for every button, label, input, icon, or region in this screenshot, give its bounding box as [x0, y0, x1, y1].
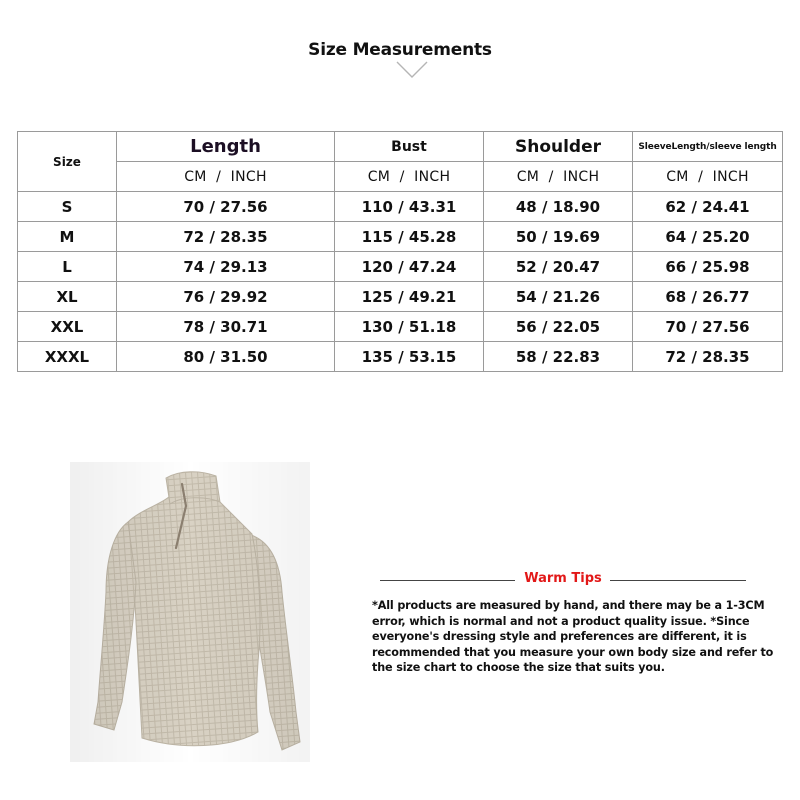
unit-label: CM / INCH: [484, 162, 633, 192]
header-bust: Bust: [335, 132, 484, 162]
table-row: [18, 342, 783, 372]
sleeve-cell: 64 / 25.20: [633, 222, 783, 252]
size-chart-table: [17, 131, 783, 372]
table-row: [18, 222, 783, 252]
bust-cell: 135 / 53.15: [335, 342, 484, 372]
shoulder-cell: 56 / 22.05: [484, 312, 633, 342]
table-row: [18, 282, 783, 312]
bust-cell: 125 / 49.21: [335, 282, 484, 312]
header-shoulder: Shoulder: [484, 132, 633, 162]
shoulder-cell: 48 / 18.90: [484, 192, 633, 222]
bust-cell: 130 / 51.18: [335, 312, 484, 342]
sleeve-cell: 66 / 25.98: [633, 252, 783, 282]
bust-cell: 120 / 47.24: [335, 252, 484, 282]
warm-tips-text: *All products are measured by hand, and there may be a 1-3CM error, which is normal and not a product quality issue. *Since everyone's dressing style and preferences are different, it is recommended that you measure your own body size and refer to the size chart to choose the size that suits you.: [372, 599, 774, 675]
bust-cell: 110 / 43.31: [335, 192, 484, 222]
unit-label: CM / INCH: [117, 162, 335, 192]
sleeve-cell: 70 / 27.56: [633, 312, 783, 342]
sleeve-cell: 72 / 28.35: [633, 342, 783, 372]
size-cell: XL: [18, 282, 117, 312]
chevron-down-icon: [395, 60, 429, 80]
table-row: [18, 252, 783, 282]
header-size: Size: [18, 132, 117, 192]
table-header-row: [18, 132, 783, 162]
length-cell: 72 / 28.35: [117, 222, 335, 252]
divider-line: [610, 580, 746, 581]
size-cell: M: [18, 222, 117, 252]
shoulder-cell: 52 / 20.47: [484, 252, 633, 282]
sleeve-cell: 62 / 24.41: [633, 192, 783, 222]
length-cell: 78 / 30.71: [117, 312, 335, 342]
length-cell: 70 / 27.56: [117, 192, 335, 222]
shoulder-cell: 54 / 21.26: [484, 282, 633, 312]
size-cell: XXXL: [18, 342, 117, 372]
sleeve-left: [94, 522, 136, 730]
page-title: Size Measurements: [308, 40, 492, 60]
warm-tips-header: [380, 570, 746, 590]
warm-tips-title: Warm Tips: [524, 571, 602, 586]
unit-label: CM / INCH: [335, 162, 484, 192]
sleeve-cell: 68 / 26.77: [633, 282, 783, 312]
shoulder-cell: 58 / 22.83: [484, 342, 633, 372]
shoulder-cell: 50 / 19.69: [484, 222, 633, 252]
size-cell: L: [18, 252, 117, 282]
bust-cell: 115 / 45.28: [335, 222, 484, 252]
table-row: [18, 192, 783, 222]
length-cell: 76 / 29.92: [117, 282, 335, 312]
size-cell: S: [18, 192, 117, 222]
unit-row: [18, 162, 783, 192]
unit-label: CM / INCH: [633, 162, 783, 192]
header-length: Length: [117, 132, 335, 162]
header-sleeve-length: SleeveLength/sleeve length: [633, 132, 783, 162]
size-cell: XXL: [18, 312, 117, 342]
product-image-pullover: [70, 462, 310, 762]
pullover-body: [128, 492, 260, 746]
length-cell: 80 / 31.50: [117, 342, 335, 372]
table-row: [18, 312, 783, 342]
length-cell: 74 / 29.13: [117, 252, 335, 282]
